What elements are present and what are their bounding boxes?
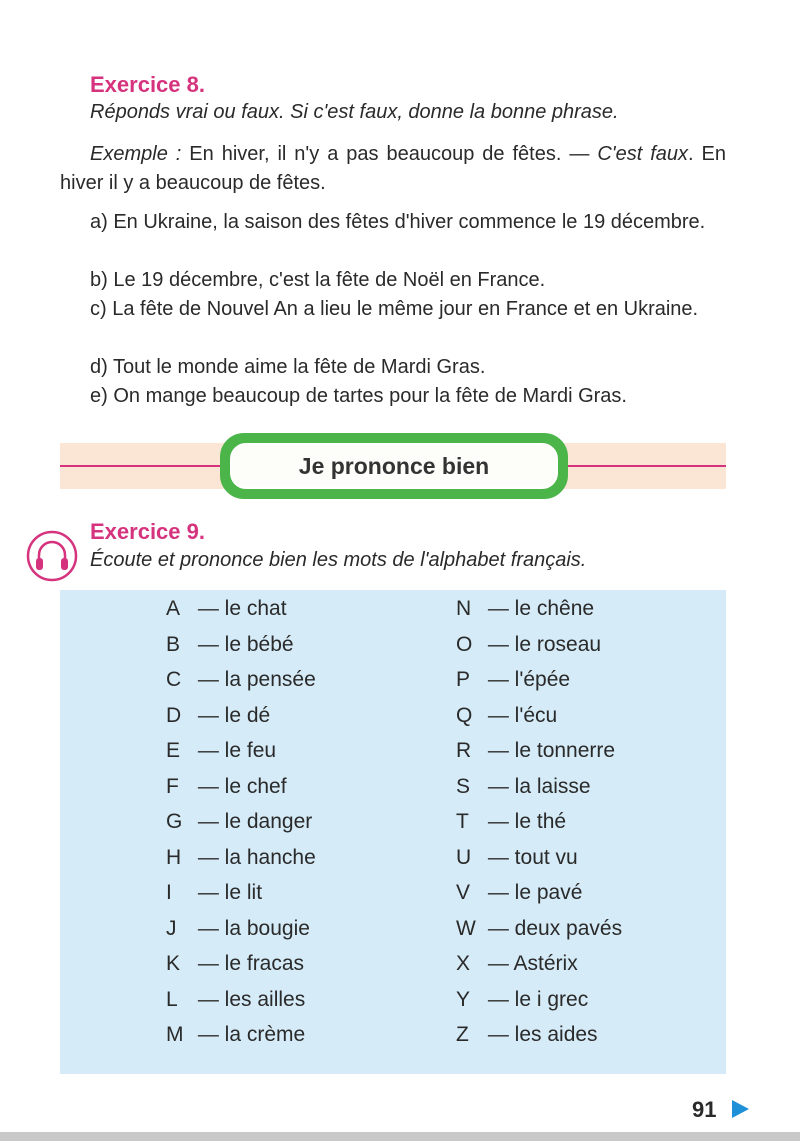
alphabet-entry-p: P — l'épée xyxy=(456,668,571,691)
section-banner xyxy=(220,433,568,499)
exercise-8-item-d: d) Tout le monde aime la fête de Mardi Gras. xyxy=(90,356,486,378)
headphones-icon[interactable] xyxy=(26,530,78,582)
example-answer-label: C'est faux xyxy=(597,143,689,165)
alphabet-entry-k: K — le fracas xyxy=(166,952,305,975)
next-page-arrow-icon[interactable] xyxy=(730,1099,750,1119)
page-bottom-rule xyxy=(0,1132,800,1141)
alphabet-entry-d: D — le dé xyxy=(166,703,271,727)
example-answer-text: . En hiver il y a beaucoup de fêtes. xyxy=(60,143,726,194)
exercise-8-example xyxy=(60,140,726,198)
alphabet-entry-u: U — tout vu xyxy=(456,845,578,869)
exercise-8-item-e: e) On mange beaucoup de tartes pour la fête de Mardi Gras. xyxy=(90,385,627,407)
exercise-9-title: Exercice 9. xyxy=(90,519,205,544)
alphabet-entry-r: R — le tonnerre xyxy=(456,739,616,762)
exercise-8-item-c: c) La fête de Nouvel An a lieu le même jour en France et en Ukraine. xyxy=(90,298,699,320)
section-banner-title: Je prononce bien xyxy=(230,443,558,489)
example-label: Exemple : xyxy=(90,143,182,165)
alphabet-entry-f: F — le chef xyxy=(166,774,287,798)
alphabet-entry-h: H — la hanche xyxy=(166,845,316,869)
alphabet-entry-z: Z — les aides xyxy=(456,1023,598,1046)
alphabet-entry-m: M — la crème xyxy=(166,1023,306,1046)
alphabet-entry-e: E — le feu xyxy=(166,739,277,762)
alphabet-entry-c: C — la pensée xyxy=(166,668,316,691)
exercise-8-title: Exercice 8. xyxy=(90,72,205,97)
alphabet-entry-j: J — la bougie xyxy=(166,916,310,940)
alphabet-entry-x: X — Astérix xyxy=(456,952,578,975)
alphabet-entry-b: B — le bébé xyxy=(166,632,294,656)
alphabet-entry-s: S — la laisse xyxy=(456,774,591,798)
alphabet-entry-i: I — le lit xyxy=(166,881,263,904)
alphabet-entry-a: A — le chat xyxy=(166,597,287,620)
page-number: 91 xyxy=(692,1097,717,1122)
alphabet-entry-n: N — le chêne xyxy=(456,597,595,620)
exercise-9-instruction: Écoute et prononce bien les mots de l'alphabet français. xyxy=(90,549,587,571)
alphabet-entry-v: V — le pavé xyxy=(456,881,583,904)
alphabet-entry-g: G — le danger xyxy=(166,810,313,833)
alphabet-entry-q: Q — l'écu xyxy=(456,703,558,727)
alphabet-entry-l: L — les ailles xyxy=(166,987,306,1011)
exercise-8-item-b: b) Le 19 décembre, c'est la fête de Noël en France. xyxy=(90,269,546,291)
alphabet-entry-o: O — le roseau xyxy=(456,632,602,656)
example-text: En hiver, il n'y a pas beaucoup de fêtes. — xyxy=(181,143,598,165)
alphabet-entry-t: T — le thé xyxy=(456,810,567,833)
exercise-8-item-a: a) En Ukraine, la saison des fêtes d'hiver commence le 19 décembre. xyxy=(90,211,706,233)
alphabet-entry-w: W — deux pavés xyxy=(456,916,623,940)
exercise-8-instruction: Réponds vrai ou faux. Si c'est faux, donne la bonne phrase. xyxy=(90,101,619,123)
alphabet-box xyxy=(60,590,726,1074)
alphabet-left-column xyxy=(166,590,316,1052)
alphabet-entry-y: Y — le i grec xyxy=(456,987,589,1011)
alphabet-right-column xyxy=(456,590,622,1052)
